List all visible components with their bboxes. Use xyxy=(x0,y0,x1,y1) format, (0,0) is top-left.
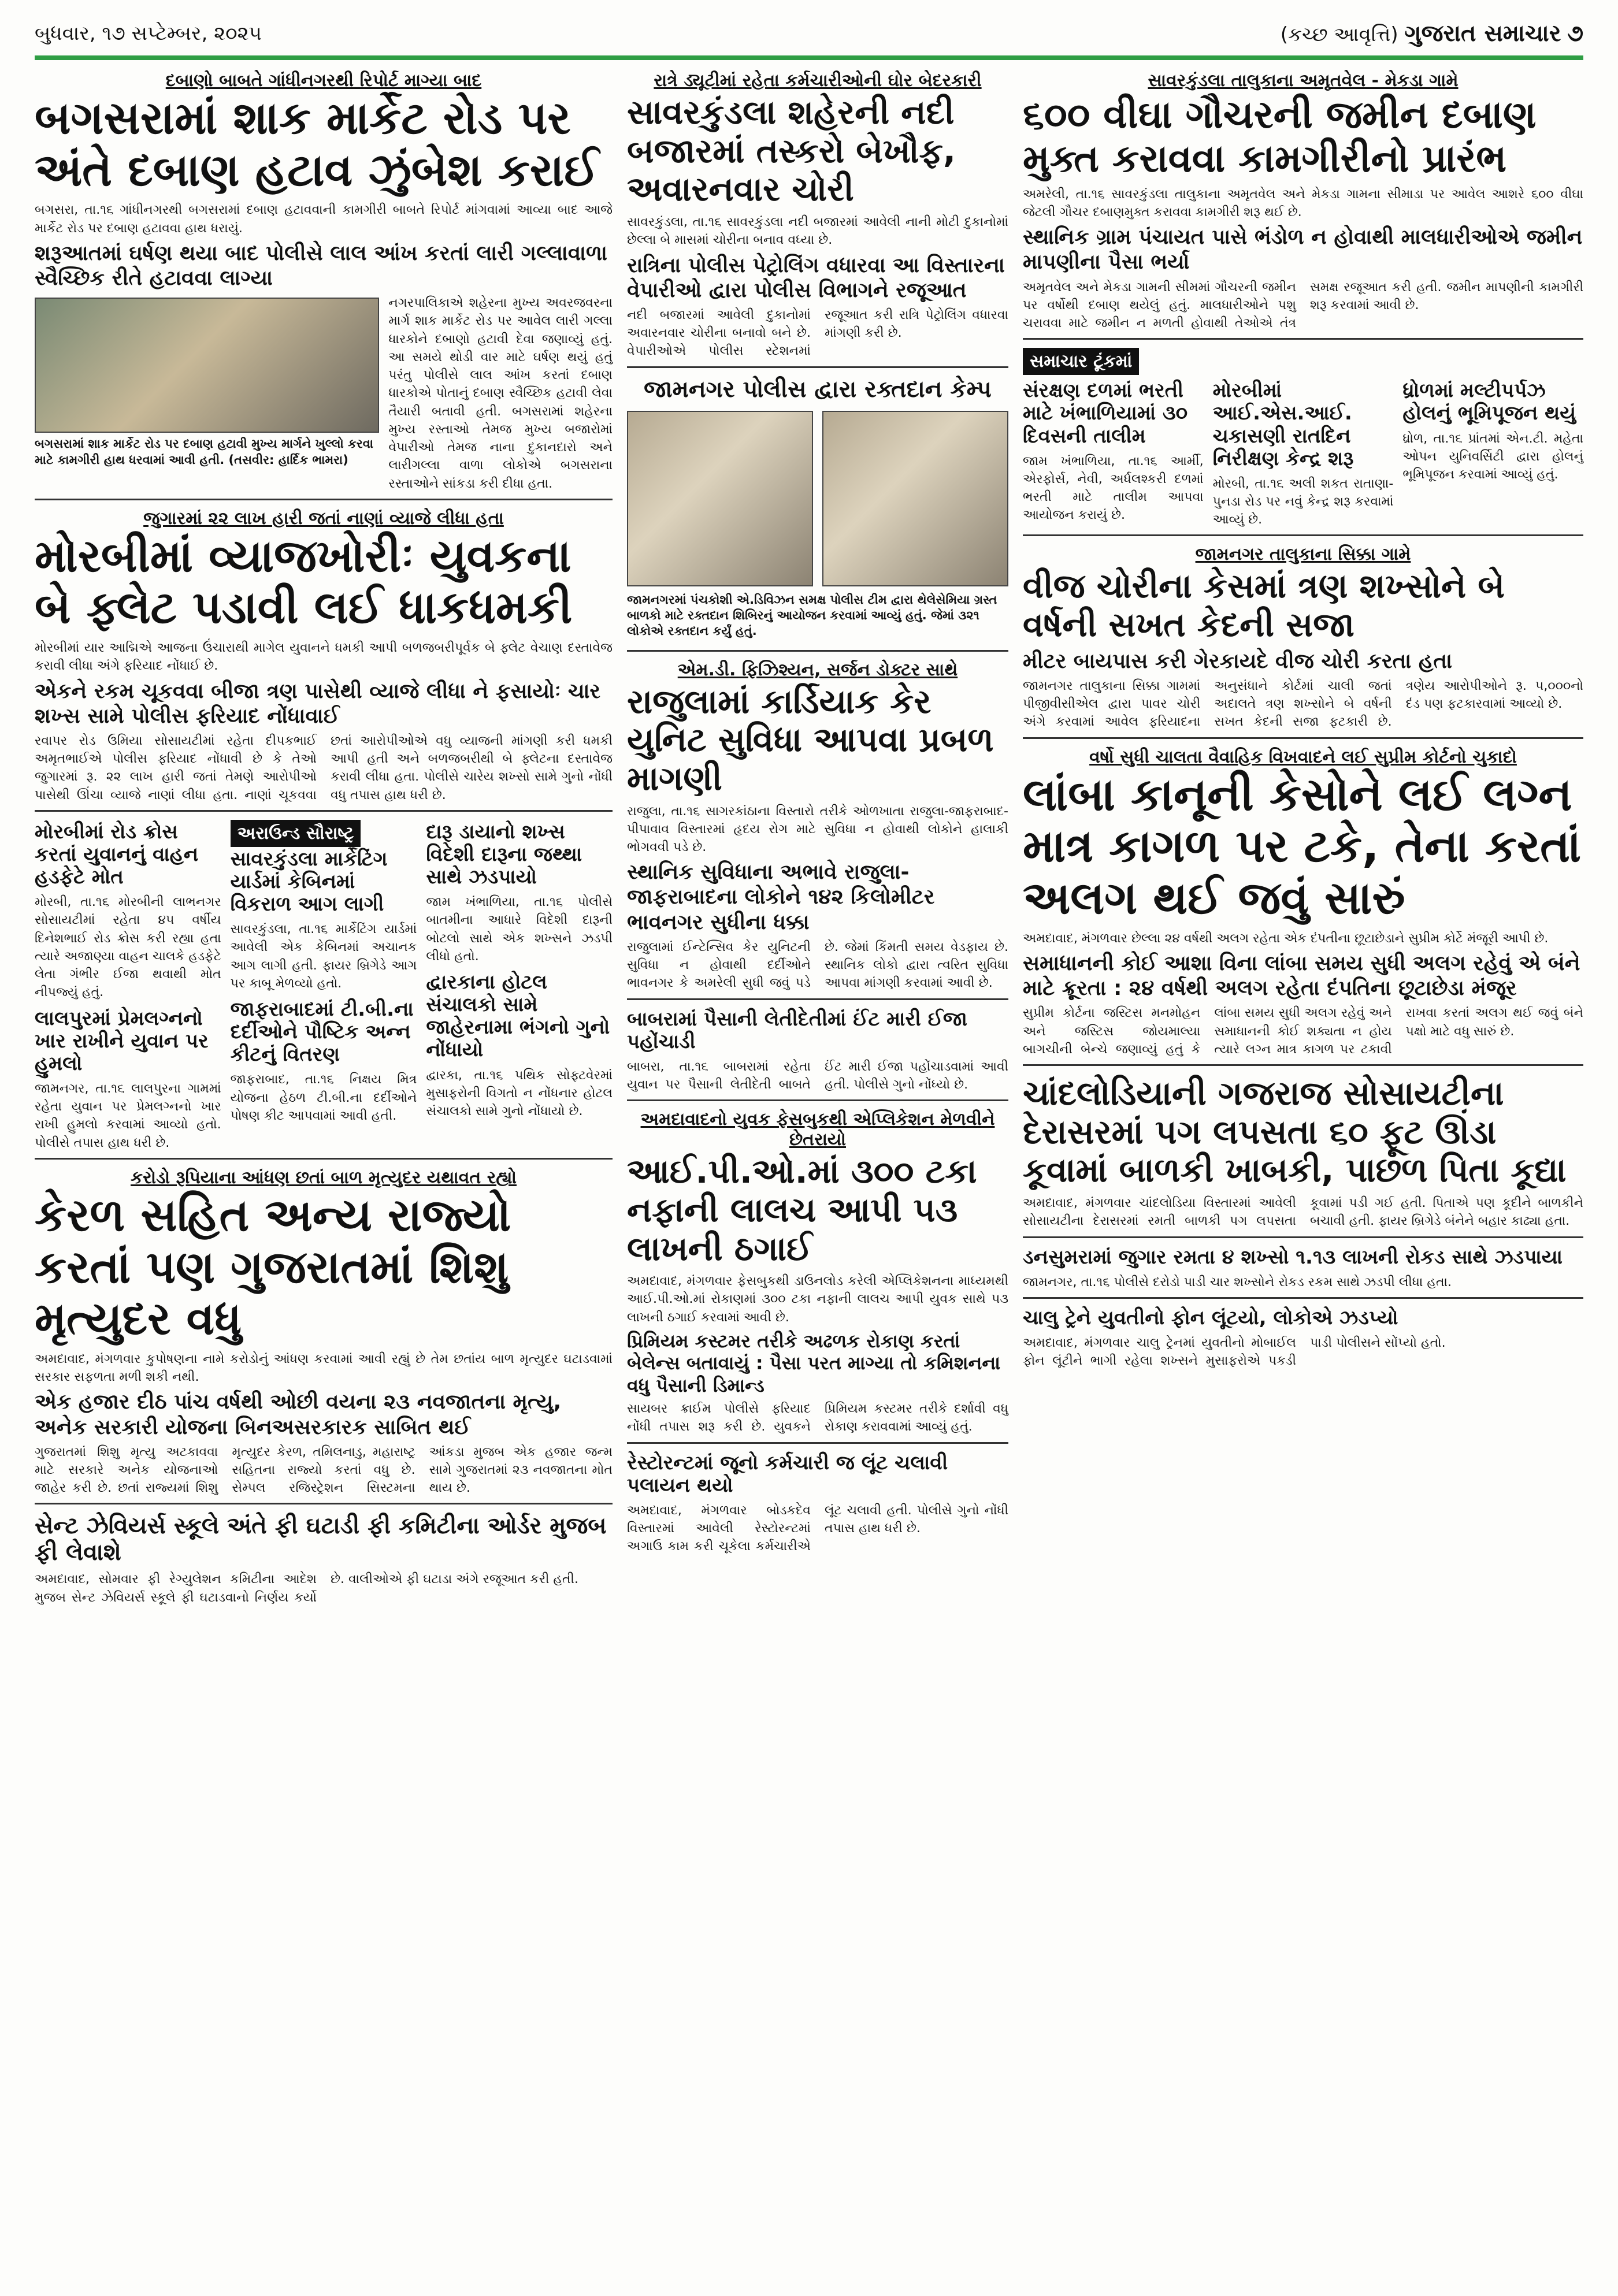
page-number: ૭ xyxy=(1567,20,1583,47)
article-body: અમદાવાદ, મંગળવાર ચાલુ ટ્રેનમાં યુવતીનો મોબાઈલ ફોન લૂંટીને ભાગી રહેલા શખ્સને મુસાફરોએ પકડી પાડી પોલીસને સોંપ્યો હતો. xyxy=(1023,1336,1446,1369)
subheadline: રાત્રિના પોલીસ પેટ્રોલિંગ વધારવા આ વિસ્તારના વેપારીઓ દ્વારા પોલીસ વિભાગને રજૂઆત xyxy=(627,253,1005,302)
photo-caption: બગસરામાં શાક માર્કેટ રોડ પર દબાણ હટાવી મુખ્ય માર્ગને ખુલ્લો કરવા માટે કામગીરી હાથ ધરવામાં આવી હતી. (તસવીર: હાર્દિક ભામરા) xyxy=(35,437,373,467)
intro: સાવરકુંડલા, તા.૧૬ સાવરકુંડલા નદી બજારમાં આવેલી નાની મોટી દુકાનોમાં છેલ્લા બે માસમાં ચોરીના બનાવ વધ્યા છે. xyxy=(627,215,1008,248)
headline: બગસરામાં શાક માર્કેટ રોડ પર અંતે દબાણ હટાવ ઝુંબેશ કરાઈ xyxy=(35,92,599,196)
brief-headline: મોરબીમાં આઈ.એસ.આઈ. ચકાસણી રાતદિન નિરીક્ષણ કેન્દ્ર શરૂ xyxy=(1212,379,1354,470)
intro: બગસરા, તા.૧૬ ગાંધીનગરથી બગસરામાં દબાણ હટાવવાની કામગીરી બાબતે રિપોર્ટ માંગવામાં આવ્યા બાદ આજે માર્કેટ રોડ પર દબાણ હટાવવા હાથ ધરાયું. xyxy=(35,203,613,236)
intro: મોરબીમાં યાર આદ્મિએ આજના ઉંચારાથી માગેલ યુવાનને ધમકી આપી બળજબરીપૂર્વક બે ફ્લેટ વેચાણ દસ્તાવેજ કરાવી લીધા અંગે ફરિયાદ નોંધાઈ છે. xyxy=(35,641,613,674)
masthead xyxy=(35,16,1583,51)
article-body: નદી બજારમાં આવેલી દુકાનોમાં અવારનવાર ચોરીના બનાવો બને છે. વેપારીઓએ પોલીસ સ્ટેશનમાં રજૂઆત કરી રાત્રિ પેટ્રોલિંગ વધારવા માંગણી કરી છે. xyxy=(627,307,1008,359)
brief-body: જામ ખંભાળિયા, તા.૧૬ પોલીસે બાતમીના આધારે વિદેશી દારૂની બોટલો સાથે એક શખ્સને ઝડપી લીધો હતો. xyxy=(426,895,613,964)
briefs-block xyxy=(35,820,613,1160)
news-photo xyxy=(35,298,379,433)
brief-headline: દ્વારકાના હોટલ સંચાલકો સામે જાહેરનામા ભંગનો ગુનો નોંધાયો xyxy=(426,971,610,1062)
story-ipo-fraud xyxy=(627,1109,1008,1443)
headline: ડનસુમરામાં જુગાર રમતા ૪ શખ્સો ૧.૧૩ લાખની રોકડ સાથે ઝડપાયા xyxy=(1023,1245,1563,1269)
article-body: સાયબર ક્રાઈમ પોલીસે ફરિયાદ નોંધી તપાસ શરૂ કરી છે. યુવકને પ્રિમિયમ કસ્ટમર તરીકે દર્શાવી વધુ રોકાણ કરાવવામાં આવ્યું હતું. xyxy=(627,1402,1008,1435)
article-body: અમદાવાદ, મંગળવાર ચાંદલોડિયા વિસ્તારમાં આવેલી સોસાયટીના દેરાસરમાં રમતી બાળકી પગ લપસતા કૂવામાં પડી ગઈ હતી. પિતાએ પણ કૂદીને બાળકીને બચાવી હતી. ફાયર બ્રિગેડે બંનેને બહાર કાઢ્યા હતા. xyxy=(1023,1196,1583,1229)
intro: અમદાવાદ, મંગળવાર કુપોષણના નામે કરોડોનું આંધણ કરવામાં આવી રહ્યું છે તેમ છતાંય બાળ મૃત્યુદર ઘટાડવામાં સરકાર સફળતા મળી શકી નથી. xyxy=(35,1351,613,1385)
brief-body: મોરબી, તા.૧૬ મોરબીની લાભનગર સોસાયટીમાં રહેતા ૪૫ વર્ષીય દિનેશભાઈ રોડ ક્રોસ કરી રહ્યા હતા ત્યારે અજાણ્યા વાહન ચાલકે હડફેટે લેતા ગંભીર ઈજા થવાથી મોત નીપજ્યું હતું. xyxy=(35,895,221,1000)
kicker: અમદાવાદનો યુવક ફેસબુકથી એપ્લિકેશન મેળવીને છેતરાયો xyxy=(640,1109,995,1150)
brief-headline: દારૂ ડાયાનો શખ્સ વિદેશી દારૂના જથ્થા સાથે ઝડપાયો xyxy=(426,820,582,889)
news-photo xyxy=(627,411,813,586)
headline: ૬૦૦ વીઘા ગૌચરની જમીન દબાણ મુક્ત કરાવવા કામગીરીનો પ્રારંભ xyxy=(1023,92,1537,181)
headline: સાવરકુંડલા શહેરની નદી બજારમાં તસ્કરો બેખૌફ, અવારનવાર ચોરી xyxy=(627,92,956,209)
headline: કેરળ સહિત અન્ય રાજ્યો કરતાં પણ ગુજરાતમાં શિશુ મૃત્યુદર વધુ xyxy=(35,1189,511,1346)
brief-body: સાવરકુંડલા, તા.૧૬ માર્કેટિંગ યાર્ડમાં આવેલી એક કેબિનમાં અચાનક આગ લાગી હતી. ફાયર બ્રિગેડે આગ પર કાબૂ મેળવ્યો હતો. xyxy=(230,922,417,991)
section-tag: સમાચાર ટૂંકમાં xyxy=(1023,348,1139,375)
brief-headline: સાવરકુંડલા માર્કેટિંગ યાર્ડમાં કેબિનમાં વિકરાળ આગ લાગી xyxy=(230,847,388,916)
story-morbi-usury xyxy=(35,508,613,812)
headline: લાંબા કાનૂની કેસોને લઈ લગ્ન માત્ર કાગળ પર ટકે, તેના કરતાં અલગ થઈ જવું સારું xyxy=(1023,768,1582,925)
brief-headline: લાલપુરમાં પ્રેમલગ્નનો ખાર રાખીને યુવાન પર હુમલો xyxy=(35,1006,209,1075)
issue-date: બુધવાર, ૧૭ સપ્ટેમ્બર, ૨૦૨૫ xyxy=(35,22,262,45)
intro: અમદાવાદ, મંગળવાર છેલ્લા ૨૪ વર્ષથી અલગ રહેતા એક દંપતીના છૂટાછેડાને સુપ્રીમ કોર્ટે મંજૂરી આપી છે. xyxy=(1023,931,1549,946)
story-gambling-raid xyxy=(1023,1246,1583,1299)
article-body: અમદાવાદ, મંગળવાર બોડકદેવ વિસ્તારમાં આવેલી રેસ્ટોરન્ટમાં અગાઉ કામ કરી ચૂકેલા કર્મચારીએ લૂંટ ચલાવી હતી. પોલીસે ગુનો નોંધી તપાસ હાથ ધરી છે. xyxy=(627,1503,1008,1554)
kicker: દબાણો બાબતે ગાંધીનગરથી રિપોર્ટ માગ્યા બાદ xyxy=(165,70,482,91)
kicker: જામનગર તાલુકાના સિક્કા ગામે xyxy=(1195,544,1411,565)
article-body: અમૃતવેલ અને મેકડા ગામની સીમમાં ગૌચરની જમીન પર વર્ષોથી દબાણ થયેલું હતું. માલધારીઓને પશુ ચરાવવા માટે જમીન ન મળતી હોવાથી તેઓએ તંત્ર સમક્ષ રજૂઆત કરી હતી. જમીન માપણીની કામગીરી શરૂ કરવામાં આવી છે. xyxy=(1023,280,1583,331)
kicker: જુગારમાં ૨૨ લાખ હારી જતાં નાણાં વ્યાજે લીધા હતા xyxy=(143,508,504,529)
story-supreme-court xyxy=(1023,747,1583,1066)
article-body: રવાપર રોડ ઉમિયા સોસાયટીમાં રહેતા દીપકભાઈ અમૃતભાઈએ પોલીસ ફરિયાદ નોંધાવી છે કે તેઓ જુગારમાં રૂ. ૨૨ લાખ હારી જતાં તેમણે આરોપીઓ પાસેથી ઊંચા વ્યાજે નાણાં લીધા હતા. નાણાં ચૂકવવા છતાં આરોપીઓએ વધુ વ્યાજની માંગણી કરી ધમકી આપી હતી અને બળજબરીથી બે ફ્લેટના દસ્તાવેજ કરાવી લીધા હતા. પોલીસે ચારેય શખ્સો સામે ગુનો નોંધી વધુ તપાસ હાથ ધરી છે. xyxy=(35,734,613,803)
headline: ચાલુ ટ્રેને યુવતીનો ફોન લૂંટયો, લોકોએ ઝડપ્યો xyxy=(1023,1306,1398,1329)
headline: જામનગર પોલીસ દ્વારા રક્તદાન કેમ્પ xyxy=(644,376,992,403)
news-photo xyxy=(822,411,1008,586)
headline: રાજુલામાં કાર્ડિયાક કેર યુનિટ સુવિધા આપવા પ્રબળ માગણી xyxy=(627,681,994,798)
story-savarkundla-theft xyxy=(627,70,1008,368)
brand-name: ગુજરાત સમાચાર xyxy=(1404,20,1561,47)
kicker: રાત્રે ડ્યૂટીમાં રહેતા કર્મચારીઓની ઘોર બેદરકારી xyxy=(654,70,982,91)
brand-block xyxy=(1281,20,1583,47)
story-grazing-land xyxy=(1023,70,1583,340)
brief-body: ધ્રોળ, તા.૧૬ પ્રાંતમાં એન.ટી. મહેતા ઓપન યુનિવર્સિટી દ્વારા હોલનું ભૂમિપૂજન કરવામાં આવ્યું હતું. xyxy=(1402,431,1584,482)
intro: અમદાવાદ, મંગળવાર ફેસબુકથી ડાઉનલોડ કરેલી એપ્લિકેશનના માધ્યમથી આઈ.પી.ઓ.માં રોકાણમાં ૩૦૦ ટકા નફાની લાલચ આપી યુવક સાથે ૫૩ લાખની ઠગાઈ કરવામાં આવી છે. xyxy=(627,1274,1008,1325)
photo-caption: જામનગરમાં પંચકોશી એ.ડિવિઝન સમક્ષ પોલીસ ટીમ દ્વારા થેલેસેમિયા ગ્રસ્ત બાળકો માટે રક્તદાન શિબિરનું આયોજન કરવામાં આવ્યું હતું. જેમાં ૩૨૧ લોકોએ રક્તદાન કર્યું હતું. xyxy=(627,592,997,638)
masthead-rule xyxy=(35,55,1583,60)
kicker: વર્ષો સુધી ચાલતા વૈવાહિક વિખવાદને લઈ સુપ્રીમ કોર્ટનો ચુકાદો xyxy=(1089,746,1517,767)
story-blood-donation xyxy=(627,376,1008,652)
story-train-phone-theft xyxy=(1023,1307,1583,1376)
story-power-theft xyxy=(1023,544,1583,738)
headline: રેસ્ટોરન્ટમાં જૂનો કર્મચારી જ લૂંટ ચલાવી પલાયન થયો xyxy=(627,1451,948,1497)
article-body: નગરપાલિકાએ શહેરના મુખ્ય અવરજવરના માર્ગ શાક માર્કેટ રોડ પર આવેલ લારી ગલ્લા ધારકોને દબાણો હટાવી દેવા જણાવ્યું હતું. આ સમયે થોડી વાર માટે ઘર્ષણ થયું હતું પરંતુ પોલીસે લાલ આંખ કરતાં દબાણ ધારકોએ પોતાનું દબાણ સ્વૈચ્છિક હટાવી લેવા તૈયારી બતાવી હતી. બગસરામાં શહેરના મુખ્ય રસ્તાઓ તેમજ મુખ્ય બજારોમાં વેપારીઓ તેમજ નાના દુકાનદારો અને લારીગલ્લા વાળા લોકોએ બગસરાના રસ્તાઓને સાંકડા કરી દીધા હતા. xyxy=(388,296,613,491)
story-rajula-cardiac xyxy=(627,660,1008,1000)
article-body: અમદાવાદ, સોમવાર ફી રેગ્યુલેશન કમિટીના આદેશ મુજબ સેન્ટ ઝેવિયર્સ સ્કૂલે ફી ઘટાડવાનો નિર્ણય કર્યો છે. વાલીઓએ ફી ઘટાડા અંગે રજૂઆત કરી હતી. xyxy=(35,1572,578,1605)
story-bagasara xyxy=(35,70,613,500)
column-left xyxy=(35,68,613,1621)
column-middle xyxy=(627,68,1008,1569)
article-body: જામનગર, તા.૧૬ પોલીસે દરોડો પાડી ચાર શખ્સોને રોકડ રકમ સાથે ઝડપી લીધા હતા. xyxy=(1023,1275,1452,1290)
kicker: એમ.ડી. ફિઝિશ્યન, સર્જન ડોક્ટર સાથે xyxy=(677,659,958,680)
intro: અમરેલી, તા.૧૬ સાવરકુંડલા તાલુકાના અમૃતવેલ અને મેકડા ગામના સીમાડા પર આવેલ આશરે ૬૦૦ વીઘા જેટલી ગૌચર દબાણમુક્ત કરાવવા કામગીરી શરૂ થઈ છે. xyxy=(1023,187,1583,220)
article-body: બાબરા, તા.૧૬ બાબરામાં રહેતા યુવાન પર પૈસાની લેતીદેતી બાબતે ઈંટ મારી ઈજા પહોંચાડવામાં આવી હતી. પોલીસે ગુનો નોંધ્યો છે. xyxy=(627,1059,1008,1092)
brief-body: મોરબી, તા.૧૬ અલી શકત રાતાણા-પુનડા રોડ પર નવું કેન્દ્ર શરૂ કરવામાં આવ્યું છે. xyxy=(1212,476,1394,527)
headline: ચાંદલોડિયાની ગજરાજ સોસાયટીના દેરાસરમાં પગ લપસતા ૬૦ ફૂટ ઊંડા કૂવામાં બાળકી ખાબકી, પાછળ પિતા કૂદ્યા xyxy=(1023,1073,1567,1190)
brief-headline: જાફરાબાદમાં ટી.બી.ના દર્દીઓને પૌષ્ટિક અન્ન કીટનું વિતરણ xyxy=(230,998,414,1067)
brief-body: દ્વારકા, તા.૧૬ પથિક સોફ્ટવેરમાં મુસાફરોની વિગતો ન નોંધનાર હોટલ સંચાલકો સામે ગુનો નોંધાયો છે. xyxy=(426,1068,613,1119)
story-restaurant-robbery xyxy=(627,1452,1008,1562)
brief-body: જામનગર, તા.૧૬ લાલપુરના ગામમાં રહેતા યુવાન પર પ્રેમલગ્નનો ખાર રાખી હુમલો કરવામાં આવ્યો હતો. પોલીસે તપાસ હાથ ધરી છે. xyxy=(35,1081,221,1150)
kicker: સાવરકુંડલા તાલુકાના અમૃતવેલ - મેકડા ગામે xyxy=(1148,70,1459,91)
brief-body: જાફરાબાદ, તા.૧૬ નિક્ષય મિત્ર યોજના હેઠળ ટી.બી.ના દર્દીઓને પોષણ કીટ આપવામાં આવી હતી. xyxy=(230,1072,417,1123)
headline: વીજ ચોરીના કેસમાં ત્રણ શખ્સોને બે વર્ષની સખત કેદની સજા xyxy=(1023,566,1505,645)
headline: બાબરામાં પૈસાની લેતીદેતીમાં ઈંટ મારી ઈજા પહોંચાડી xyxy=(627,1007,967,1053)
subheadline: શરૂઆતમાં ઘર્ષણ થયા બાદ પોલીસે લાલ આંખ કરતાં લારી ગલ્લાવાળા સ્વૈચ્છિક રીતે હટાવવા લાગ્યા xyxy=(35,241,607,291)
intro: રાજુલા, તા.૧૬ સાગરકાંઠાના વિસ્તારો તરીકે ઓળખાતા રાજુલા-જાફરાબાદ-પીપાવાવ વિસ્તારમાં હૃદય રોગ માટે સુવિધા ન હોવાથી લોકોને હાલાકી ભોગવવી પડે છે. xyxy=(627,804,1008,855)
subheadline: સમાધાનની કોઈ આશા વિના લાંબા સમય સુધી અલગ રહેવું એ બંને માટે ક્રૂરતા : ૨૪ વર્ષથી અલગ રહેતા દંપતિના છૂટાછેડા મંજૂર xyxy=(1023,951,1580,1001)
subheadline: એક હજાર દીઠ પાંચ વર્ષથી ઓછી વયના ૨૩ નવજાતના મૃત્યુ, અનેક સરકારી યોજના બિનઅસરકારક સાબિત થઈ xyxy=(35,1390,562,1439)
headline: આઈ.પી.ઓ.માં ૩૦૦ ટકા નફાની લાલચ આપી ૫૩ લાખની ઠગાઈ xyxy=(627,1151,977,1268)
article-body: ગુજરાતમાં શિશુ મૃત્યુ અટકાવવા માટે સરકારે અનેક યોજનાઓ જાહેર કરી છે. છતાં રાજ્યમાં શિશુ મૃત્યુદર કેરળ, તમિલનાડુ, મહારાષ્ટ્ર સહિતના રાજ્યો કરતાં વધુ છે. સેમ્પલ રજિસ્ટ્રેશન સિસ્ટમના આંકડા મુજબ એક હજાર જન્મ સામે ગુજરાતમાં ૨૩ નવજાતના મોત થાય છે. xyxy=(35,1444,613,1496)
story-well-rescue xyxy=(1023,1074,1583,1238)
news-in-brief xyxy=(1023,348,1583,536)
headline: મોરબીમાં વ્યાજખોરીઃ યુવકના બે ફ્લેટ પડાવી લઈ ધાકધમકી xyxy=(35,530,573,634)
subheadline: પ્રિમિયમ કસ્ટમર તરીકે અઢળક રોકાણ કરતાં બેલેન્સ બતાવાયું : પૈસા પરત માગ્યા તો કમિશનના વધુ પૈસાની ડિમાન્ડ xyxy=(627,1329,1001,1396)
story-infant-mortality xyxy=(35,1168,613,1505)
subheadline: મીટર બાયપાસ કરી ગેરકાયદે વીજ ચોરી કરતા હતા xyxy=(1023,649,1453,673)
brief-headline: મોરબીમાં રોડ ક્રોસ કરતાં યુવાનનું વાહન હડફેટે મોત xyxy=(35,820,199,889)
brief-headline: સંરક્ષણ દળમાં ભરતી માટે ખંભાળિયામાં ૩૦ દિવસની તાલીમ xyxy=(1023,379,1188,448)
story-st-xaviers xyxy=(35,1513,613,1612)
edition-label: (કચ્છ આવૃત્તિ) xyxy=(1280,23,1398,46)
article-body: જામનગર તાલુકાના સિક્કા ગામમાં પીજીવીસીએલ દ્વારા પાવર ચોરી અંગે કરવામાં આવેલ ફરિયાદના અનુસંધાને કોર્ટમાં ચાલી જતાં અદાલતે ત્રણ શખ્સોને બે વર્ષની સખત કેદની સજા ફટકારી છે. ત્રણેય આરોપીઓને રૂ. ૫,૦૦૦નો દંડ પણ ફટકારવામાં આવ્યો છે. xyxy=(1023,678,1583,730)
brief-body: જામ ખંભાળિયા, તા.૧૬ આર્મી, એરફોર્સ, નેવી, અર્ધલશ્કરી દળમાં ભરતી માટે તાલીમ આપવા આયોજન કરાયું છે. xyxy=(1023,454,1204,523)
column-right xyxy=(1023,68,1583,1384)
article-body: રાજુલામાં ઈન્ટેન્સિવ કેર યુનિટની સુવિધા ન હોવાથી દર્દીઓને ભાવનગર કે અમરેલી સુધી જવું પડે છે. જેમાં કિંમતી સમય વેડફાય છે. સ્થાનિક લોકો દ્વારા ત્વરિત સુવિધા આપવા માંગણી કરવામાં આવી છે. xyxy=(627,939,1008,991)
subheadline: એકને રકમ ચૂકવવા બીજા ત્રણ પાસેથી વ્યાજે લીધા ને ફસાયોઃ ચાર શખ્સ સામે પોલીસ ફરિયાદ નોંધાવાઈ xyxy=(35,679,601,728)
subheadline: સ્થાનિક ગ્રામ પંચાયત પાસે ભંડોળ ન હોવાથી માલધારીઓએ જમીન માપણીના પૈસા ભર્યા xyxy=(1023,225,1583,274)
story-babra-assault xyxy=(627,1008,1008,1102)
article-body: સુપ્રીમ કોર્ટના જસ્ટિસ મનમોહન અને જસ્ટિસ જોયમાલ્યા બાગચીની બેન્ચે જણાવ્યું હતું કે લાંબા સમય સુધી અલગ રહેવું અને સમાધાનની કોઈ શક્યતા ન હોય ત્યારે લગ્ન માત્ર કાગળ પર ટકાવી રાખવા કરતાં અલગ થઈ જવું બંને પક્ષો માટે વધુ સારું છે. xyxy=(1023,1006,1583,1057)
brief-headline: ધ્રોળમાં મલ્ટીપર્પઝ હોલનું ભૂમિપૂજન થયું xyxy=(1402,379,1576,425)
kicker: કરોડો રૂપિયાના આંધણ છતાં બાળ મૃત્યુદર યથાવત રહ્યો xyxy=(130,1167,517,1188)
section-tag: અરાઉન્ડ સૌરાષ્ટ્ર xyxy=(231,820,361,847)
subheadline: સ્થાનિક સુવિધાના અભાવે રાજુલા-જાફરાબાદના લોકોને ૧૪૨ કિલોમીટર ભાવનગર સુધીના ધક્કા xyxy=(627,860,935,934)
headline: સેન્ટ ઝેવિયર્સ સ્કૂલે અંતે ફી ઘટાડી ફી કમિટીના ઓર્ડર મુજબ ફી લેવાશે xyxy=(35,1513,607,1566)
